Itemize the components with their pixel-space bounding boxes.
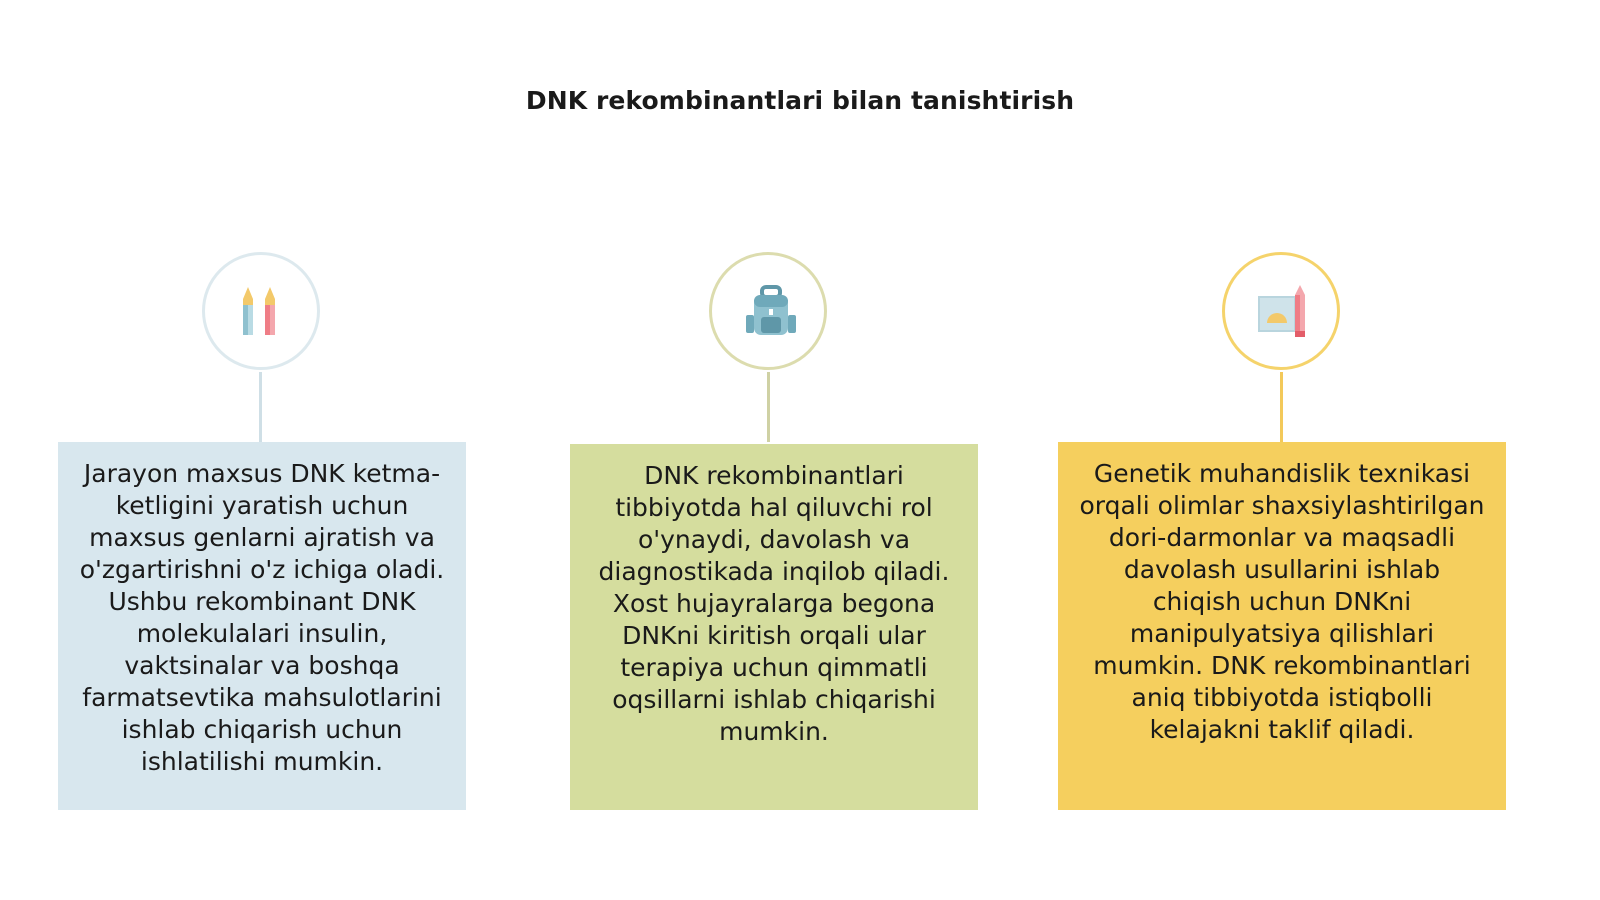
- step-3-card: [1058, 442, 1506, 810]
- backpack-icon: [736, 279, 806, 349]
- page-title: DNK rekombinantlari bilan tanishtirish: [525, 86, 1075, 115]
- step-2-card: [570, 444, 978, 810]
- step-1-icon-ring: [202, 252, 320, 370]
- step-2-connector: [767, 372, 770, 442]
- step-3-icon-ring: [1222, 252, 1340, 370]
- step-2-text: DNK rekombinantlari tibbiyotda hal qiluvchi rol o'ynaydi, davolash va diagnostikada inqilob qiladi. Xost hujayralarga begona DNKni kiritish orqali ular terapiya uchun qimmatli oqsillarni ishlab chiqarishi mumkin.: [598, 461, 950, 746]
- step-1-connector: [259, 372, 262, 442]
- picture-pencil-icon: [1249, 279, 1319, 349]
- pencils-icon: [229, 279, 299, 349]
- step-3-text: Genetik muhandislik texnikasi orqali olimlar shaxsiylashtirilgan dori-darmonlar va maqsadli davolash usullarini ishlab chiqish uchun DNKni manipulyatsiya qilishlari mumkin. DNK rekombinantlari aniq tibbiyotda istiqbolli kelajakni taklif qiladi.: [1079, 459, 1485, 744]
- step-1-text: Jarayon maxsus DNK ketma-ketligini yaratish uchun maxsus genlarni ajratish va o'zgartirishni o'z ichiga oladi. Ushbu rekombinant DNK molekulalari insulin, vaktsinalar va boshqa farmatsevtika mahsulotlarini ishlab chiqarish uchun ishlatilishi mumkin.: [79, 459, 445, 776]
- step-2-icon-ring: [709, 252, 827, 370]
- step-1-card: [58, 442, 466, 810]
- step-3-connector: [1280, 372, 1283, 442]
